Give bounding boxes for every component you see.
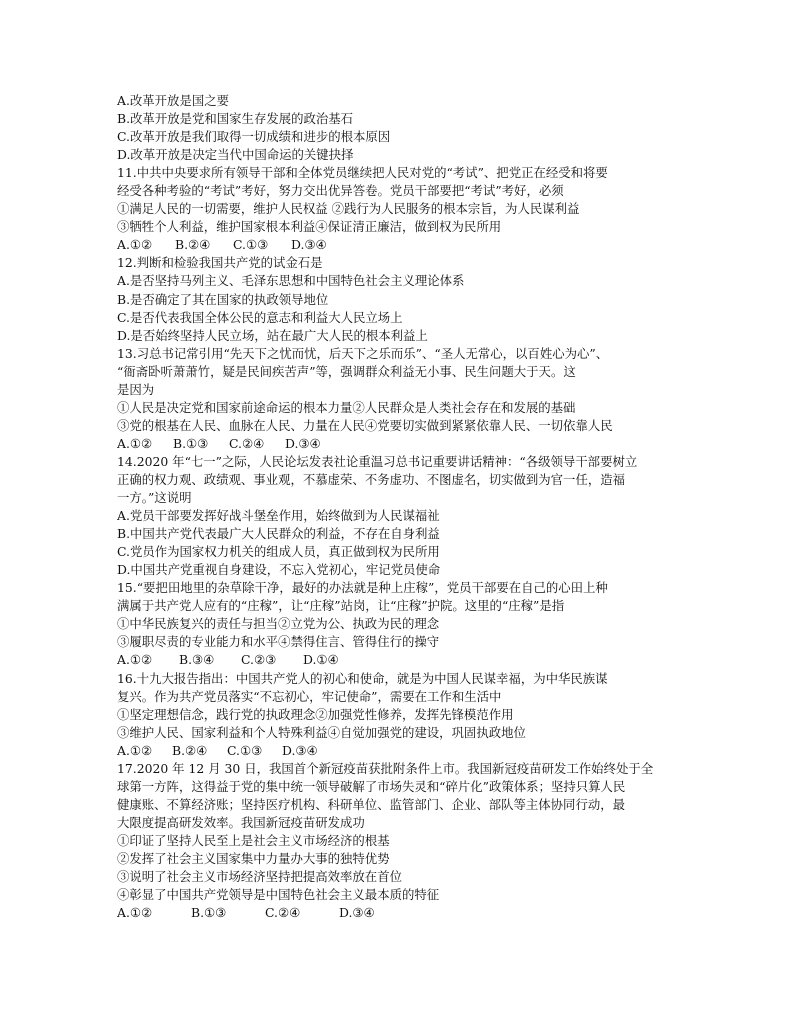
option-a: A.党员干部要发挥好战斗堡垒作用，始终做到为人民谋福祉 [117, 508, 440, 524]
question-stem: 16.十九大报告指出：中国共产党人的初心和使命，就是为中国人民谋幸福，为中华民族谋 [117, 670, 608, 686]
choice-a: A.①② [117, 905, 153, 921]
choice-d: D.③④ [339, 905, 375, 921]
option-b: B.改革开放是党和国家生存发展的政治基石 [117, 111, 354, 127]
option-d: D.中国共产党重视自身建设，不忘入党初心，牢记党员使命 [117, 562, 441, 578]
question-stem: 13.习总书记常引用“先天下之忧而忧，后天下之乐而乐”、“圣人无常心，以百姓心为心”、 [117, 345, 609, 361]
choice-a: A.①② [117, 652, 153, 668]
question-stem: 复兴。作为共产党员落实“不忘初心，牢记使命”，需要在工作和生活中 [117, 688, 502, 704]
statement-line: ④彰显了中国共产党领导是中国特色社会主义最本质的特征 [117, 887, 440, 903]
option-c: C.改革开放是我们取得一切成绩和进步的根本原因 [117, 129, 391, 145]
option-b: B.是否确定了其在国家的执政领导地位 [117, 291, 329, 307]
choice-a: A.①② [117, 237, 153, 253]
statement-line: ①中华民族复兴的责任与担当②立党为公、执政为民的理念 [117, 616, 440, 632]
choice-d: D.③④ [282, 742, 318, 758]
question-stem: 经受各种考验的“考试”考好，努力交出优异答卷。党员干部要把“考试”考好，必须 [117, 183, 564, 199]
question-14 [117, 453, 683, 579]
question-stem: 17.2020 年 12 月 30 日，我国首个新冠疫苗获批附条件上市。我国新冠疫苗研发工作始终处于全 [117, 760, 654, 776]
question-11 [117, 164, 683, 254]
option-a: A.改革开放是国之要 [117, 93, 230, 108]
choice-d: D.③④ [285, 435, 321, 451]
question-stem: “衙斋卧听萧萧竹，疑是民间疾苦声”等，强调群众利益无小事、民生问题大于天。这 [117, 363, 576, 379]
choice-c: C.②④ [265, 905, 301, 921]
statement-line: ①人民是决定党和国家前途命运的根本力量②人民群众是人类社会存在和发展的基础 [117, 399, 576, 415]
option-d: D.改革开放是决定当代中国命运的关键抉择 [117, 147, 354, 163]
answer-choices [117, 236, 683, 254]
choice-c: C.①③ [233, 237, 269, 253]
statement-line: ③维护人民、国家利益和个人特殊利益④自觉加强党的建设，巩固执政地位 [117, 724, 526, 740]
question-stem: 15.“要把田地里的杂草除干净，最好的办法就是种上庄稼”，党员干部要在自己的心田上种 [117, 580, 608, 596]
choice-b: B.②④ [172, 742, 208, 758]
answer-choices [117, 651, 683, 669]
choice-b: B.①③ [173, 435, 209, 451]
statement-line: ①坚定理想信念，践行党的执政理念②加强党性修养，发挥先锋模范作用 [117, 706, 514, 722]
choice-b: B.③④ [179, 652, 215, 668]
option-c: C.党员作为国家权力机关的组成人员，真正做到权为民所用 [117, 544, 440, 560]
choice-b: B.②④ [175, 237, 211, 253]
choice-c: C.①③ [227, 742, 263, 758]
choice-c: C.②③ [241, 652, 277, 668]
question-stem: 大限度提高研发效率。我国新冠疫苗研发成功 [117, 814, 365, 830]
question-16 [117, 670, 683, 760]
question-stem: 11.中共中央要求所有领导干部和全体党员继续把人民对党的“考试”、把党正在经受和将要 [117, 165, 608, 181]
question-stem: 健康账、不算经济账；坚持医疗机构、科研单位、监管部门、企业、部队等主体协同行动，最 [117, 796, 626, 812]
choice-a: A.①② [117, 742, 153, 758]
answer-choices [117, 904, 683, 922]
statement-line: ②发挥了社会主义国家集中力量办大事的独特优势 [117, 850, 390, 866]
question-stem: 满属于共产党人应有的“庄稼”，让“庄稼”站岗，让“庄稼”护院。这里的“庄稼”是指 [117, 598, 565, 614]
choice-b: B.①③ [191, 905, 227, 921]
question-stem: 一方。”这说明 [117, 490, 192, 506]
choice-a: A.①② [117, 435, 153, 451]
option-a: A.是否坚持马列主义、毛泽东思想和中国特色社会主义理论体系 [117, 273, 465, 289]
question-stem: 12.判断和检验我国共产党的试金石是 [117, 255, 323, 271]
statement-line: ①满足人民的一切需要，维护人民权益 ②践行为人民服务的根本宗旨，为人民谋利益 [117, 201, 580, 217]
statement-line: ①印证了坚持人民至上是社会主义市场经济的根基 [117, 832, 390, 848]
question-stem: 正确的权力观、政绩观、事业观，不慕虚荣、不务虚功、不图虚名，切实做到为官一任，造福 [117, 471, 626, 487]
choice-d: D.①④ [303, 652, 339, 668]
statement-line: ③说明了社会主义市场经济坚持把提高效率放在首位 [117, 869, 402, 885]
question-15 [117, 579, 683, 669]
option-c: C.是否代表我国全体公民的意志和利益大人民立场上 [117, 309, 403, 325]
choice-d: D.③④ [291, 237, 327, 253]
answer-choices [117, 435, 683, 453]
question-13 [117, 345, 683, 453]
statement-line: ③履职尽责的专业能力和水平④禁得住言、管得住行的操守 [117, 634, 440, 650]
question-stem: 是因为 [117, 381, 155, 397]
statement-line: ③党的根基在人民、血脉在人民、力量在人民④党要切实做到紧紧依靠人民、一切依靠人民 [117, 417, 613, 433]
question-stem: 14.2020 年“七一”之际，人民论坛发表社论重温习总书记重要讲话精神：“各级领导干部要树立 [117, 453, 638, 469]
option-b: B.中国共产党代表最广大人民群众的利益，不存在自身利益 [117, 526, 440, 542]
exam-page [117, 92, 683, 922]
option-d: D.是否始终坚持人民立场，站在最广大人民的根本利益上 [117, 327, 428, 343]
question-10-options [117, 92, 683, 164]
question-17 [117, 760, 683, 922]
question-12 [117, 254, 683, 344]
statement-line: ③牺牲个人利益，维护国家根本利益④保证清正廉洁，做到权为民所用 [117, 219, 502, 235]
answer-choices [117, 742, 683, 760]
question-stem: 球第一方阵，这得益于党的集中统一领导破解了市场失灵和“碎片化”政策体系；坚持只算人民 [117, 778, 626, 794]
choice-c: C.②④ [229, 435, 265, 451]
